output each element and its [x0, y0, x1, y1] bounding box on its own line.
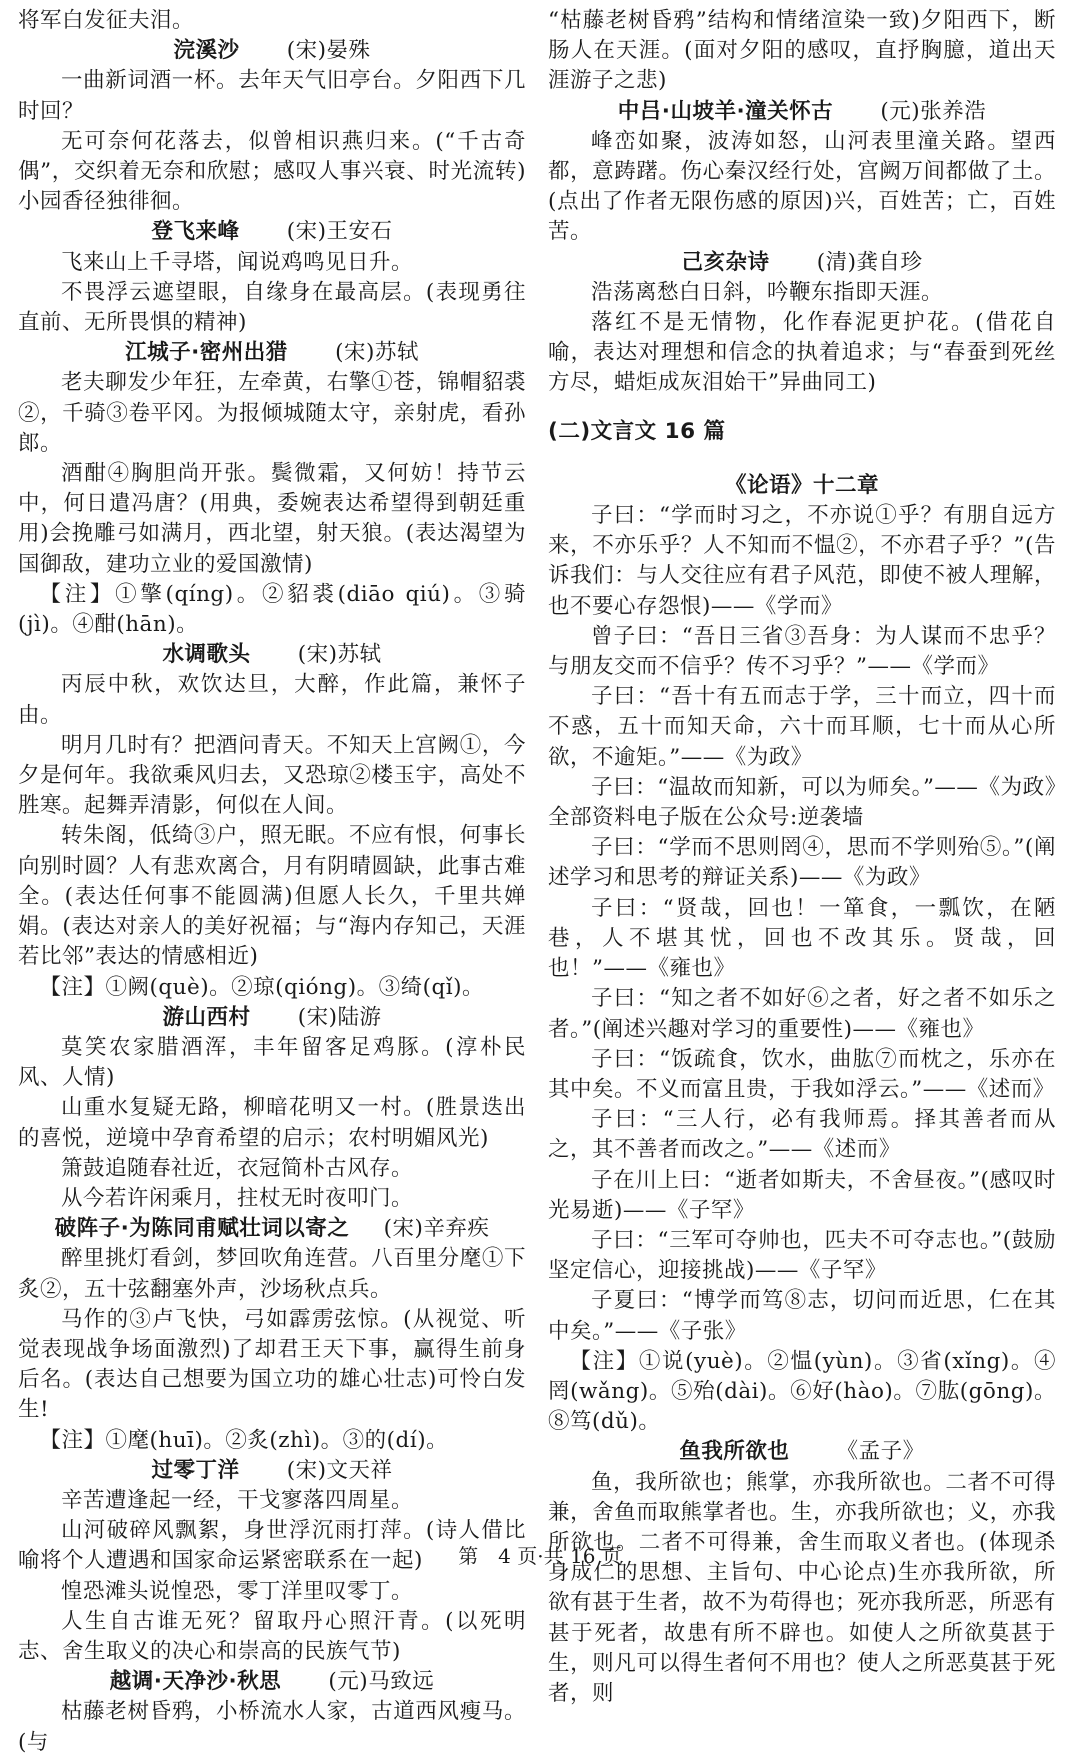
text-paragraph: 莫笑农家腊酒浑，丰年留客足鸡豚。(淳朴民风、人情) [18, 1034, 526, 1091]
poem-author: (宋)苏轼 [335, 340, 419, 366]
text-paragraph: 子曰：“三军可夺帅也，匹夫不可夺志也。”(鼓励坚定信心，迎接挑战)——《子罕》 [548, 1227, 1056, 1284]
poem-author: (宋)陆游 [297, 1004, 382, 1030]
text-paragraph: 山重水复疑无路，柳暗花明又一村。(胜景迭出的喜悦，逆境中孕育希望的启示；农村明媚风光) [18, 1095, 526, 1151]
poem-heading [18, 1456, 526, 1486]
text-paragraph: 不畏浮云遮望眼，自缘身在最高层。(表现勇往直前、无所畏惧的精神) [18, 279, 526, 336]
poem-author: (元)张养浩 [880, 98, 987, 124]
text-paragraph: 浩荡离愁白日斜，吟鞭东指即天涯。 [591, 279, 944, 305]
right-column [548, 6, 1056, 1706]
text-paragraph: 子曰：“温故而知新，可以为师矣。”——《为政》全部资料电子版在公众号:逆袭墙 [548, 774, 1056, 831]
poem-author: (宋)文天祥 [286, 1457, 393, 1483]
annotation-note: 【注】①擎(qíng)。②貂裘(diāo qiú)。③骑(jì)。④酣(hān)。 [18, 581, 526, 638]
text-paragraph: 箫鼓追随春社近，衣冠简朴古风存。 [61, 1155, 414, 1181]
text-paragraph: 子曰：“知之者不如好⑥之者，好之者不如乐之者。”(阐述兴趣对学习的重要性)——《雍也》 [548, 986, 1056, 1042]
page-footer: 第 4 页·共 16 页 [458, 1544, 622, 1568]
text-paragraph: 丙辰中秋，欢饮达旦，大醉，作此篇，兼怀子由。 [18, 672, 526, 728]
poem-author: (宋)王安石 [286, 219, 393, 245]
poem-title: 江城子·密州出猎 [125, 340, 288, 366]
text-paragraph: 鱼，我所欲也；熊掌，亦我所欲也。二者不可得兼，舍鱼而取熊掌者也。生，亦我所欲也；义，亦我所欲也。二者不可得兼，舍生而取义者也。(体现杀身成仁的思想、主旨句、中心论点)生亦我所欲，所欲有甚于生者，故不为苟得也；死亦我所恶，所恶有甚于死者，故患有所不辟也。如使人之所欲莫甚于生，则凡可以得生者何不用也？使人之所恶莫甚于死者，则 [548, 1469, 1056, 1706]
text-paragraph: “枯藤老树昏鸦”结构和情绪渲染一致)夕阳西下，断肠人在天涯。(面对夕阳的感叹，直抒胸臆，道出天涯游子之悲) [548, 8, 1056, 94]
left-column [18, 6, 526, 1755]
poem-title: 己亥杂诗 [681, 249, 770, 275]
text-paragraph: 落红不是无情物，化作春泥更护花。(借花自喻，表达对理想和信念的执着追求；与“春蚕到死丝方尽，蜡炬成灰泪始干”异曲同工) [548, 310, 1056, 396]
text-paragraph: 飞来山上千寻塔，闻说鸡鸣见日升。 [61, 249, 414, 275]
poem-heading [548, 1437, 1056, 1467]
poem-heading [18, 1003, 526, 1033]
text-paragraph: 醉里挑灯看剑，梦回吹角连营。八百里分麾①下炙②，五十弦翻塞外声，沙场秋点兵。 [18, 1246, 526, 1302]
text-paragraph: 从今若许闲乘月，拄杖无时夜叩门。 [61, 1185, 414, 1211]
poem-title: 破阵子·为陈同甫赋壮词以寄之 [54, 1216, 350, 1242]
annotation-note: 【注】①麾(huī)。②炙(zhì)。③的(dí)。 [39, 1427, 449, 1453]
poem-title: 鱼我所欲也 [679, 1439, 790, 1465]
poem-title: 水调歌头 [162, 642, 251, 668]
poem-author: (元)马致远 [328, 1669, 435, 1695]
text-paragraph: 山河破碎风飘絮，身世浮沉雨打萍。(诗人借比喻将个人遭遇和国家命运紧密联系在一起) [18, 1518, 526, 1574]
text-paragraph: 子曰：“学而时习之，不亦说①乎？有朋自远方来，不亦乐乎？人不知而不愠②，不亦君子乎？”(告诉我们：与人交往应有君子风范，即使不被人理解，也不要心存怨恨)——《学而》 [548, 503, 1056, 619]
text-paragraph: 子在川上曰：“逝者如斯夫，不舍昼夜。”(感叹时光易逝)——《子罕》 [548, 1167, 1056, 1223]
poem-heading [18, 1667, 526, 1697]
poem-title: 过零丁洋 [151, 1457, 240, 1483]
section-heading: (二)文言文 16 篇 [548, 418, 726, 444]
text-paragraph: 子夏曰：“博学而笃⑧志，切问而近思，仁在其中矣。”——《子张》 [548, 1288, 1056, 1344]
text-paragraph: 酒酣④胸胆尚开张。鬓微霜，又何妨！持节云中，何日遣冯唐？(用典，委婉表达希望得到朝廷重用)会挽雕弓如满月，西北望，射天狼。(表达渴望为国御敌，建功立业的爱国激情) [18, 461, 526, 577]
text-paragraph: 子曰：“学而不思则罔④，思而不学则殆⑤。”(阐述学习和思考的辩证关系)——《为政》 [548, 835, 1056, 891]
annotation-note: 【注】①阙(què)。②琼(qióng)。③绮(qǐ)。 [39, 974, 484, 1000]
text-paragraph: 一曲新词酒一杯。去年天气旧亭台。夕阳西下几时回？ [18, 68, 526, 124]
poem-author: (宋)苏轼 [297, 642, 382, 668]
poem-heading [18, 217, 526, 247]
classic-heading: 《论语》十二章 [724, 472, 879, 498]
poem-author: (宋)辛弃疾 [383, 1216, 490, 1242]
text-paragraph: 子曰：“三人行，必有我师焉。择其善者而从之，其不善者而改之。”——《述而》 [548, 1107, 1056, 1163]
text-paragraph: 子曰：“吾十有五而志于学，三十而立，四十而不惑，五十而知天命，六十而耳顺，七十而从心所欲，不逾矩。”——《为政》 [548, 684, 1056, 770]
text-paragraph: 曾子曰：“吾日三省③吾身：为人谋而不忠乎？与朋友交而不信乎？传不习乎？”——《学而》 [548, 623, 1056, 680]
poem-author: 《孟子》 [836, 1439, 925, 1465]
poem-title: 浣溪沙 [173, 38, 240, 64]
poem-author: (宋)晏殊 [286, 38, 371, 64]
poem-title: 游山西村 [162, 1004, 251, 1030]
poem-heading [18, 36, 526, 66]
text-paragraph: 明月几时有？把酒问青天。不知天上宫阙①，今夕是何年。我欲乘风归去，又恐琼②楼玉宇，高处不胜寒。起舞弄清影，何似在人间。 [18, 732, 526, 819]
poem-heading [18, 1214, 526, 1244]
text-paragraph: 子曰：“饭疏食，饮水，曲肱⑦而枕之，乐亦在其中矣。不义而富且贵，于我如浮云。”——《述而》 [548, 1046, 1056, 1102]
text-paragraph: 老夫聊发少年狂，左牵黄，右擎①苍，锦帽貂裘②，千骑③卷平冈。为报倾城随太守，亲射虎，看孙郎。 [18, 370, 526, 456]
text-paragraph: 转朱阁，低绮③户，照无眠。不应有恨，何事长向别时圆？人有悲欢离合，月有阴晴圆缺，此事古难全。(表达任何事不能圆满)但愿人长久，千里共婵娟。(表达对亲人的美好祝福；与“海内存知己，天涯若比邻”表达的情感相近) [18, 823, 526, 970]
text-paragraph: 将军白发征夫泪。 [18, 8, 195, 33]
poem-title: 登飞来峰 [151, 219, 240, 245]
poem-heading [548, 248, 1056, 278]
text-paragraph: 子曰：“贤哉，回也！一箪食，一瓢饮，在陋巷，人不堪其忧，回也不改其乐。贤哉，回也！”——《雍也》 [548, 895, 1056, 982]
poem-author: (清)龚自珍 [816, 249, 923, 275]
poem-title: 越调·天净沙·秋思 [109, 1669, 282, 1695]
poem-heading [548, 97, 1056, 127]
text-paragraph: 峰峦如聚，波涛如怒，山河表里潼关路。望西都，意踌躇。伤心秦汉经行处，宫阙万间都做了土。(点出了作者无限伤感的原因)兴，百姓苦；亡，百姓苦。 [548, 128, 1056, 245]
text-paragraph: 惶恐滩头说惶恐，零丁洋里叹零丁。 [61, 1578, 414, 1604]
poem-title: 中吕·山坡羊·潼关怀古 [617, 98, 834, 124]
text-paragraph: 无可奈何花落去，似曾相识燕归来。(“千古奇偶”，交织着无奈和欣慰；感叹人事兴衰、时光流转)小园香径独徘徊。 [18, 128, 526, 215]
poem-heading [18, 640, 526, 670]
text-paragraph: 辛苦遭逢起一经，干戈寥落四周星。 [61, 1487, 414, 1513]
text-paragraph: 枯藤老树昏鸦，小桥流水人家，古道西风瘦马。(与 [18, 1699, 526, 1755]
poem-heading [18, 338, 526, 368]
text-paragraph: 人生自古谁无死？留取丹心照汗青。(以死明志、舍生取义的决心和崇高的民族气节) [18, 1608, 526, 1664]
text-paragraph: 马作的③卢飞快，弓如霹雳弦惊。(从视觉、听觉表现战争场面激烈)了却君王天下事，赢得生前身后名。(表达自己想要为国立功的雄心壮志)可怜白发生! [18, 1306, 526, 1423]
annotation-note: 【注】①说(yuè)。②愠(yùn)。③省(xǐng)。④罔(wǎng)。⑤殆(dài)。⑥好(hào)。⑦肱(gōng)。⑧笃(dǔ)。 [548, 1348, 1056, 1435]
